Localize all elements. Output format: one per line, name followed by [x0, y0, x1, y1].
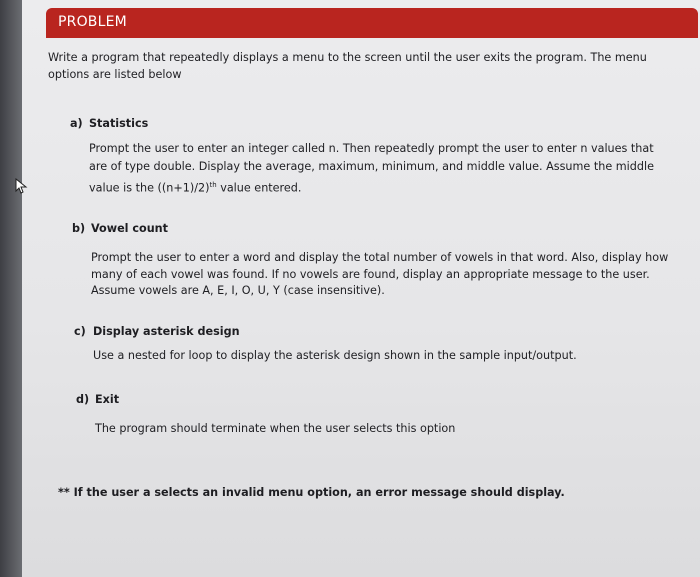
document-page [22, 0, 700, 577]
option-b-line-2: many of each vowel was found. If no vowels are found, display an appropriate message to the user. [91, 268, 650, 281]
option-b-label: b) [72, 222, 86, 235]
option-a-line-3-end: value entered. [216, 181, 302, 195]
option-d-label: d) [76, 393, 90, 406]
intro-line-2: options are listed below [48, 68, 182, 81]
invalid-option-note: ** If the user a selects an invalid menu option, an error message should display. [58, 486, 565, 499]
option-c-label: c) [74, 325, 86, 338]
option-b-title: Vowel count [91, 222, 168, 235]
option-a-line-3 [89, 176, 301, 198]
option-a-line-3-text: value is the ((n+1)/2) [89, 181, 210, 195]
problem-header-bar [46, 8, 698, 38]
option-a-title: Statistics [89, 117, 149, 130]
option-a-line-1: Prompt the user to enter an integer called n. Then repeatedly prompt the user to enter n values that [89, 142, 654, 155]
option-c-title: Display asterisk design [93, 325, 240, 338]
intro-line-1: Write a program that repeatedly displays a menu to the screen until the user exits the program. The menu [48, 51, 647, 64]
option-d-line-1: The program should terminate when the user selects this option [95, 422, 456, 435]
option-d-title: Exit [95, 393, 120, 406]
option-c-line-1: Use a nested for loop to display the asterisk design shown in the sample input/output. [93, 349, 577, 362]
option-a-line-2: are of type double. Display the average, maximum, minimum, and middle value. Assume the middle [89, 160, 654, 173]
mouse-pointer-icon [15, 178, 29, 194]
option-b-line-3: Assume vowels are A, E, I, O, U, Y (case insensitive). [91, 284, 385, 297]
left-dark-margin [0, 0, 22, 577]
problem-title: PROBLEM [58, 14, 127, 30]
option-b-line-1: Prompt the user to enter a word and display the total number of vowels in that word. Also, display how [91, 251, 669, 264]
option-a-superscript: th [209, 181, 217, 189]
option-a-label: a) [70, 117, 83, 130]
